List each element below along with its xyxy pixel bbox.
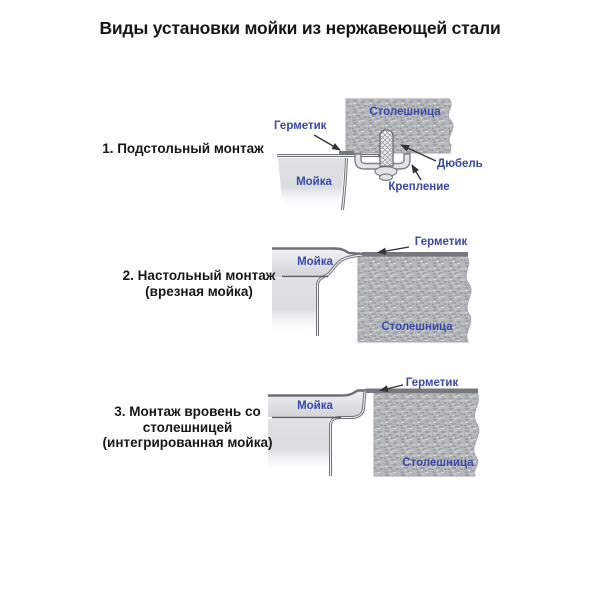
arrow-fastener [412,165,421,180]
fastener-screw-nut [380,174,393,180]
sink-top-line-3 [268,391,366,396]
label-dowel: Дюбель [437,158,483,170]
label-sink-2: Мойка [297,256,333,268]
label-sealant-3: Герметик [405,377,459,389]
dowel-threads [380,130,393,166]
section-heading-2-line2: (врезная мойка) [145,283,253,299]
sealant-strip-2 [362,252,468,257]
section-heading-2 [109,268,289,299]
label-sink-3: Мойка [297,400,333,412]
label-countertop-3: Столешница [402,457,474,469]
label-sink-1: Мойка [296,176,332,188]
label-countertop-1: Столешница [369,106,441,118]
label-fastener: Крепление [388,181,450,193]
section-heading-3-line3: (интегрированная мойка) [102,435,273,450]
section-heading-3-line2: столешницей [142,419,233,435]
label-sealant-2: Герметик [414,236,468,248]
label-sealant-1: Герметик [274,120,327,132]
section-heading-3-line1: 3. Монтаж вровень со [114,404,261,419]
section-heading-3 [94,404,281,451]
arrow-sealant-1 [314,135,340,150]
label-countertop-2: Столешница [381,321,453,333]
page-title: Виды установки мойки из нержавеющей стали [99,18,501,38]
section-heading-1: 1. Подстольный монтаж [102,141,264,156]
section-heading-2-line1: 2. Настольный монтаж [122,268,276,283]
